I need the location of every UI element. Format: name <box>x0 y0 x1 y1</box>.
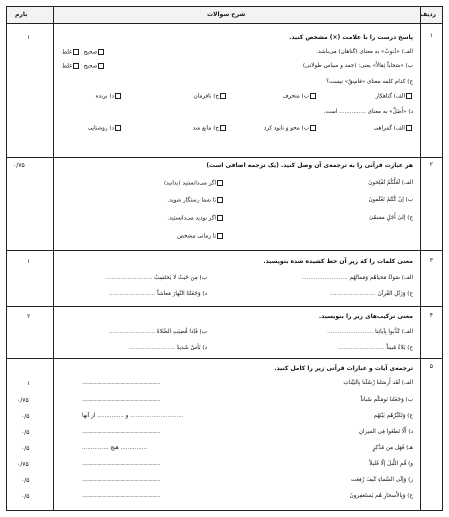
q5-fill-c: .............................. و ............... از آنها <box>82 413 184 419</box>
q2-right-2-box[interactable] <box>217 197 223 203</box>
q3-item-c: ج) وَرَتِّلِ القُرآنَ .......................... <box>329 291 413 297</box>
q3-item-d: د) وَجَعَلنَا النَّهارَ مَعاشاً .......................... <box>109 291 207 297</box>
q1-c-opt-3-box[interactable] <box>220 93 226 99</box>
row-divider-2 <box>7 250 442 251</box>
exam-sheet <box>6 6 443 511</box>
q4-score: ۲ <box>27 313 31 320</box>
q5-line-e: هـ) فَهَل مِن مُدَّکِرٍ <box>372 445 413 451</box>
q5-line-g: ز) وَإلَی السَّماءِ کَیفَ رُفِعَت <box>350 477 413 483</box>
q2-right-3-box[interactable] <box>217 215 223 221</box>
q4-item-b: ب) فَاِذا قُضِیَتِ الصَّلاةُ .......................... <box>108 329 207 335</box>
q1-c-opt-4 <box>95 93 122 101</box>
q1-d-opt-4 <box>88 125 122 133</box>
q2-right-1-label: اگر می‌دانستید (بدانید) <box>163 180 216 187</box>
q1-c-opt-2-box[interactable] <box>310 93 316 99</box>
q2-score: ۰/۷۵ <box>13 162 25 169</box>
q5-score-h: ۰/۵ <box>21 493 30 500</box>
q2-left-3: ج) إلیٰ أَجَلٍ مسمّیٰ <box>368 215 413 221</box>
q5-line-b: ب) وَجَعَلنا نَومَکُم سُباتاً <box>360 397 413 403</box>
q5-score-a: ۱ <box>27 380 31 387</box>
row-divider-4 <box>7 358 442 359</box>
q4-d-text: د) بَأسٌ شَدیدٌ <box>176 345 207 351</box>
q4-b-text: ب) فَاِذا قُضِیَتِ الصَّلاةُ <box>156 329 207 335</box>
row-divider-1 <box>7 157 442 158</box>
q5-fill-e: ............... هیچ ............... <box>82 445 148 451</box>
q2-left-2: ب) إنْ کُنْتُمْ تَعْلَمونَ <box>368 197 413 203</box>
q2-right-4-box[interactable] <box>217 233 223 239</box>
q2-right-1-box[interactable] <box>217 180 223 186</box>
q1-b-choices <box>62 63 105 71</box>
q5-fill-c-mid: و ............... از آنها <box>82 413 129 419</box>
q3-score: ۱ <box>27 258 31 265</box>
q5-fill-b: ............................................................. <box>82 397 160 403</box>
q1-item-b: ب) «سَحاباً ثِقالاً» یعنی: (جمد و سیاس طولانی) <box>302 63 413 69</box>
q1-d-opt-3 <box>193 125 227 133</box>
row-divider-3 <box>7 306 442 307</box>
q3-number: ۳ <box>429 257 433 264</box>
q5-fill-h: ............................................................. <box>82 493 160 499</box>
q4-item-a: الف) کَذَّبوا بِآیاتِنا .......................... <box>327 329 413 335</box>
q2-right-2 <box>167 197 224 205</box>
q4-title: معنی ترکیب‌های زیر را بنویسید. <box>318 313 413 320</box>
header-score: بارم <box>15 11 28 18</box>
q5-fill-g: ............................................................. <box>82 477 160 483</box>
q5-line-a: الف) لَقَد أَرسَلنا رُسُلَنا بِالبَیِّناتِ <box>343 380 413 386</box>
q5-score-e: ۰/۵ <box>21 445 30 452</box>
q1-d-opt-1 <box>374 125 413 133</box>
q1-a-true-box[interactable] <box>98 49 104 55</box>
q4-number: ۴ <box>429 312 433 319</box>
q1-c-opt-3 <box>194 93 227 101</box>
q1-title: پاسخ درست را با علامت (×) مشخص کنید. <box>289 34 413 41</box>
q4-item-d: د) بَأسٌ شَدیدٌ .......................... <box>128 345 207 351</box>
q1-c-opt-2-label: ب) منحرف <box>282 93 309 100</box>
q1-d-opt-4-label: د) روشنایی <box>87 125 114 132</box>
q5-fill-f: ............................................................. <box>82 461 160 467</box>
q5-line-c: ج) وَتَکَبَّرُهُم بَیْنَهُم <box>373 413 413 419</box>
q1-item-a: الف) «ذُنوبٌ» به معنای (گناهان) می‌باشد. <box>316 49 413 55</box>
q5-number: ۵ <box>429 363 433 370</box>
q1-c-opt-4-box[interactable] <box>115 93 121 99</box>
q2-title: هر عبارت قرآنی را به ترجمه‌ی آن وصل کنید. (یک ترجمه اضافی است) <box>206 162 413 169</box>
q5-line-f: و) قُمِ اللَّیلَ إلّا قَلیلاً <box>369 461 413 467</box>
q5-title: ترجمه‌ی آیات و عبارات قرآنی زیر را کامل کنید. <box>274 365 413 372</box>
q5-score-b: ۰/۷۵ <box>17 397 29 404</box>
q1-d-opt-1-label: الف) گمراهی <box>373 125 405 132</box>
header-row: ردیف <box>420 11 436 18</box>
q1-a-true: صحیح <box>83 49 98 56</box>
q3-b-text: ب) مِن حَیثُ لا یَحتَسِبُ <box>154 275 207 281</box>
q1-item-c: ج) کدام کلمه معنای «فاسِقٌ» نیست؟ <box>326 79 413 85</box>
q2-right-2-label: تا شما رستگار شوید. <box>167 197 216 204</box>
q1-a-false: غلط <box>62 49 73 56</box>
q4-item-c: ج) بَلاءً مُبیناً .......................... <box>338 345 413 351</box>
q2-number: ۲ <box>429 161 433 168</box>
q2-right-4-label: تا زمانی مشخص <box>177 233 216 240</box>
q1-b-false: غلط <box>62 63 73 70</box>
q1-b-true-box[interactable] <box>98 63 104 69</box>
q1-d-opt-2 <box>264 125 317 133</box>
q2-right-1 <box>164 180 224 188</box>
q1-b-true: صحیح <box>83 63 98 70</box>
q5-fill-a: ............................................................. <box>82 380 160 386</box>
q2-right-3-label: اگر بودید می‌دانستید. <box>167 215 216 222</box>
q5-line-d: د) أَلّا تَطغَوا فِی المیزانِ <box>358 429 413 435</box>
q4-a-text: الف) کَذَّبوا بِآیاتِنا <box>375 329 413 335</box>
q1-d-opt-3-box[interactable] <box>220 125 226 131</box>
q1-a-choices <box>62 49 105 57</box>
q3-d-text: د) وَجَعَلنَا النَّهارَ مَعاشاً <box>157 291 207 297</box>
q1-a-false-box[interactable] <box>73 49 79 55</box>
q1-score: ۱ <box>27 34 31 41</box>
q2-left-1: الف) لَعَلَّکُمْ تُفْلِحونَ <box>368 180 413 186</box>
q1-d-opt-2-label: ب) محو و نابود کرد <box>263 125 309 132</box>
q5-score-f: ۰/۷۵ <box>17 461 29 468</box>
q3-title: معنی کلمات را که زیر آن خط کشیده شده بنویسید. <box>263 258 413 265</box>
q3-item-b: ب) مِن حَیثُ لا یَحتَسِبُ .......................... <box>106 275 207 281</box>
q1-c-opt-1-label: الف) گناهکار <box>375 93 405 100</box>
q1-c-opt-4-label: د) برنده <box>95 93 114 100</box>
q1-c-opt-1 <box>375 93 413 101</box>
q1-b-false-box[interactable] <box>73 63 79 69</box>
q3-c-text: ج) وَرَتِّلِ القُرآنَ <box>377 291 413 297</box>
q1-c-opt-3-label: ج) نافرمان <box>193 93 219 100</box>
q5-score-g: ۰/۵ <box>21 477 30 484</box>
q4-c-text: ج) بَلاءً مُبیناً <box>386 345 413 351</box>
q2-right-3 <box>167 215 224 223</box>
q3-item-a: الف) سَواءٌ مَحیاهُم وَمَماتُهُم .......................... <box>301 275 413 281</box>
q5-score-d: ۰/۵ <box>21 429 30 436</box>
q5-line-h: ح) وَبِالأَسحارِ هُم یَستَغفِرونَ <box>349 493 413 499</box>
q1-c-opt-2 <box>283 93 317 101</box>
q1-number: ۱ <box>429 32 433 39</box>
q5-fill-d: ............................................................. <box>82 429 160 435</box>
row-column-divider <box>420 7 421 510</box>
q5-score-c: ۰/۵ <box>21 413 30 420</box>
q1-d-opt-1-box[interactable] <box>406 125 412 131</box>
q1-d-opt-2-box[interactable] <box>310 125 316 131</box>
q1-d-opt-4-box[interactable] <box>115 125 121 131</box>
q1-d-opt-3-label: ج) مانع شد <box>192 125 219 132</box>
q2-right-4 <box>177 233 224 241</box>
q1-c-opt-1-box[interactable] <box>406 93 412 99</box>
table-header <box>7 7 442 24</box>
q1-item-d: د) «أَضَلَّ» به معنای ............... است. <box>323 109 413 115</box>
header-desc: شرح سوالات <box>207 11 246 18</box>
q3-a-text: الف) سَواءٌ مَحیاهُم وَمَماتُهُم <box>349 275 413 281</box>
score-column-divider <box>53 7 54 510</box>
